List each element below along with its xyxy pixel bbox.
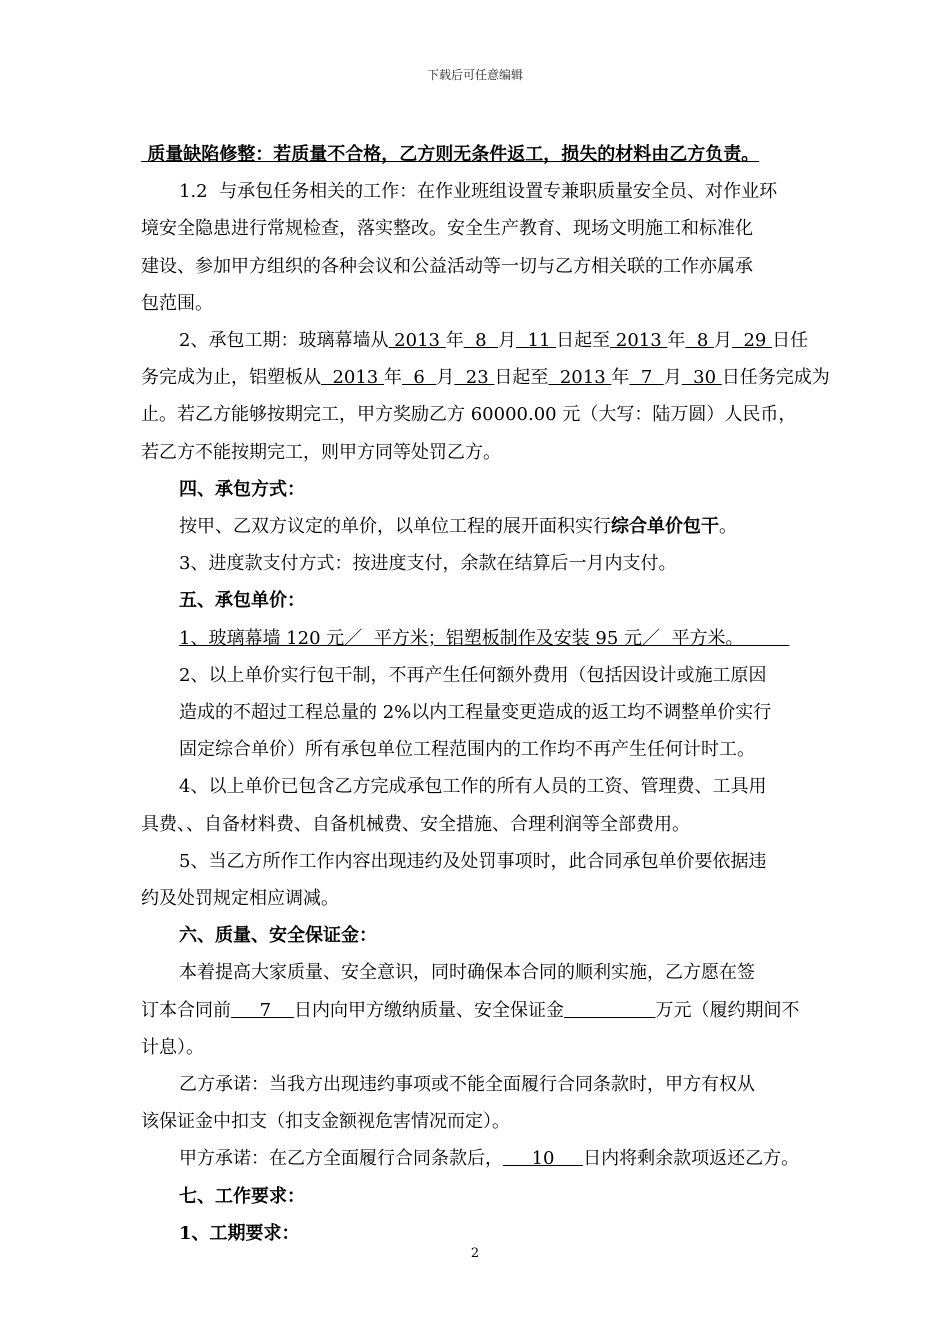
refund-days-blank: 10: [503, 1148, 584, 1170]
text: 。: [719, 516, 737, 538]
contract-period-line-4: 若乙方不能按期完工，则甲方同等处罚乙方。: [141, 441, 501, 463]
unit-price-2-line-1: 2、以上单价实行包干制，不再产生任何额外费用（包括因设计或施工原因: [179, 664, 767, 686]
text: 年: [445, 330, 464, 352]
para-1-2-line-1: 1.2 与承包任务相关的工作：在作业班组设置专兼职质量安全员、对作业环: [179, 181, 778, 203]
panel-start-month: 6: [401, 367, 437, 389]
text: 日起至: [556, 330, 611, 352]
unit-price-line: 1、玻璃幕墙 120 元／ 平方米；铝塑板制作及安装 95 元／ 平方米。: [179, 627, 790, 649]
glass-end-month: 8: [685, 330, 715, 352]
text: 甲方承诺：在乙方全面履行合同条款后，: [179, 1148, 503, 1170]
glass-start-year: 2013: [388, 330, 446, 352]
glass-start-month: 8: [463, 330, 499, 352]
panel-start-year: 2013: [321, 367, 384, 389]
deposit-line-3: 计息）。: [141, 1036, 204, 1058]
deposit-line-1: 本着提高大家质量、安全意识，同时确保本合同的顺利实施，乙方愿在签: [179, 962, 755, 984]
text: 月: [663, 367, 682, 389]
unit-price-2-line-2: 造成的不超过工程总量的 2%以内工程量变更造成的返工均不调整单价实行: [179, 702, 772, 724]
party-a-promise-line: [141, 1140, 816, 1177]
contract-method-line: [141, 508, 816, 545]
text: 日任务完成为: [721, 367, 830, 389]
section-7-heading: 七、工作要求：: [179, 1185, 305, 1207]
panel-start-day: 23: [454, 367, 495, 389]
document-body: [141, 136, 830, 1252]
text: 月: [436, 367, 455, 389]
payment-method-line: 3、进度款支付方式：按进度支付，余款在结算后一月内支付。: [179, 553, 677, 575]
unit-price-4-line-1: 4、以上单价已包含乙方完成承包工作的所有人员的工资、管理费、工具用: [179, 776, 767, 798]
page-header: 下载后可任意编辑: [426, 68, 523, 82]
lump-sum-term: 综合单价包干: [611, 516, 719, 538]
para-1-2-line-4: 包范围。: [141, 292, 213, 314]
text: 日内将剩余款项返还乙方。: [583, 1148, 800, 1170]
text: 月: [714, 330, 733, 352]
contract-period-line-2: [141, 359, 830, 396]
deposit-line-2: [141, 992, 816, 1029]
text: 万元（履约期间不: [655, 999, 800, 1021]
text: 年: [611, 367, 630, 389]
contract-period-line-3: 止。若乙方能够按期完工，甲方奖励乙方 60000.00 元（大写：陆万圆）人民币，: [141, 404, 797, 426]
section-7-1-heading: 1、工期要求：: [179, 1222, 300, 1244]
text: 2、承包工期：玻璃幕墙从: [179, 330, 389, 352]
section-6-heading: 六、质量、安全保证金：: [179, 925, 377, 947]
text: 年: [667, 330, 686, 352]
text: 务完成为止，铝塑板从: [141, 367, 321, 389]
unit-price-2-line-3: 固定综合单价）所有承包单位工程范围内的工作均不再产生任何计时工。: [179, 739, 755, 761]
glass-end-day: 29: [732, 330, 773, 352]
para-1-2-line-2: 境安全隐患进行常规检查，落实整改。安全生产教育、现场文明施工和标准化: [141, 218, 753, 240]
unit-price-5-line-2: 约及处罚规定相应调减。: [141, 888, 339, 910]
unit-price-4-line-2: 具费、、自备材料费、自备机械费、安全措施、合理利润等全部费用。: [141, 813, 690, 835]
text: 日任: [772, 330, 809, 352]
text: 订本合同前: [141, 999, 231, 1021]
unit-price-5-line-1: 5、当乙方所作工作内容出现违约及处罚事项时，此合同承包单价要依据违: [179, 850, 767, 872]
section-4-heading: 四、承包方式：: [179, 478, 305, 500]
page-number: 2: [470, 1246, 480, 1261]
party-b-promise-line-1: 乙方承诺：当我方出现违约事项或不能全面履行合同条款时，甲方有权从: [179, 1074, 755, 1096]
para-1-2-line-3: 建设、参加甲方组织的各种会议和公益活动等一切与乙方相关联的工作亦属承: [141, 255, 753, 277]
panel-end-year: 2013: [548, 367, 612, 389]
deposit-days-blank: 7: [231, 999, 294, 1021]
panel-end-day: 30: [681, 367, 722, 389]
party-b-promise-line-2: 该保证金中扣支（扣支金额视危害情况而定）。: [141, 1111, 510, 1133]
section-5-heading: 五、承包单价：: [179, 590, 305, 612]
text: 日内向甲方缴纳质量、安全保证金: [293, 999, 564, 1021]
text: 年: [383, 367, 402, 389]
text: 按甲、乙双方议定的单价，以单位工程的展开面积实行: [179, 516, 611, 538]
glass-start-day: 11: [516, 330, 557, 352]
deposit-amount-blank: [564, 1000, 656, 1021]
glass-end-year: 2013: [610, 330, 668, 352]
text: 月: [498, 330, 517, 352]
text: 日起至: [494, 367, 549, 389]
panel-end-month: 7: [629, 367, 664, 389]
contract-period-line-1: [141, 322, 816, 359]
quality-defect-line: 质量缺陷修整：若质量不合格，乙方则无条件返工，损失的材料由乙方负责。: [141, 144, 760, 165]
